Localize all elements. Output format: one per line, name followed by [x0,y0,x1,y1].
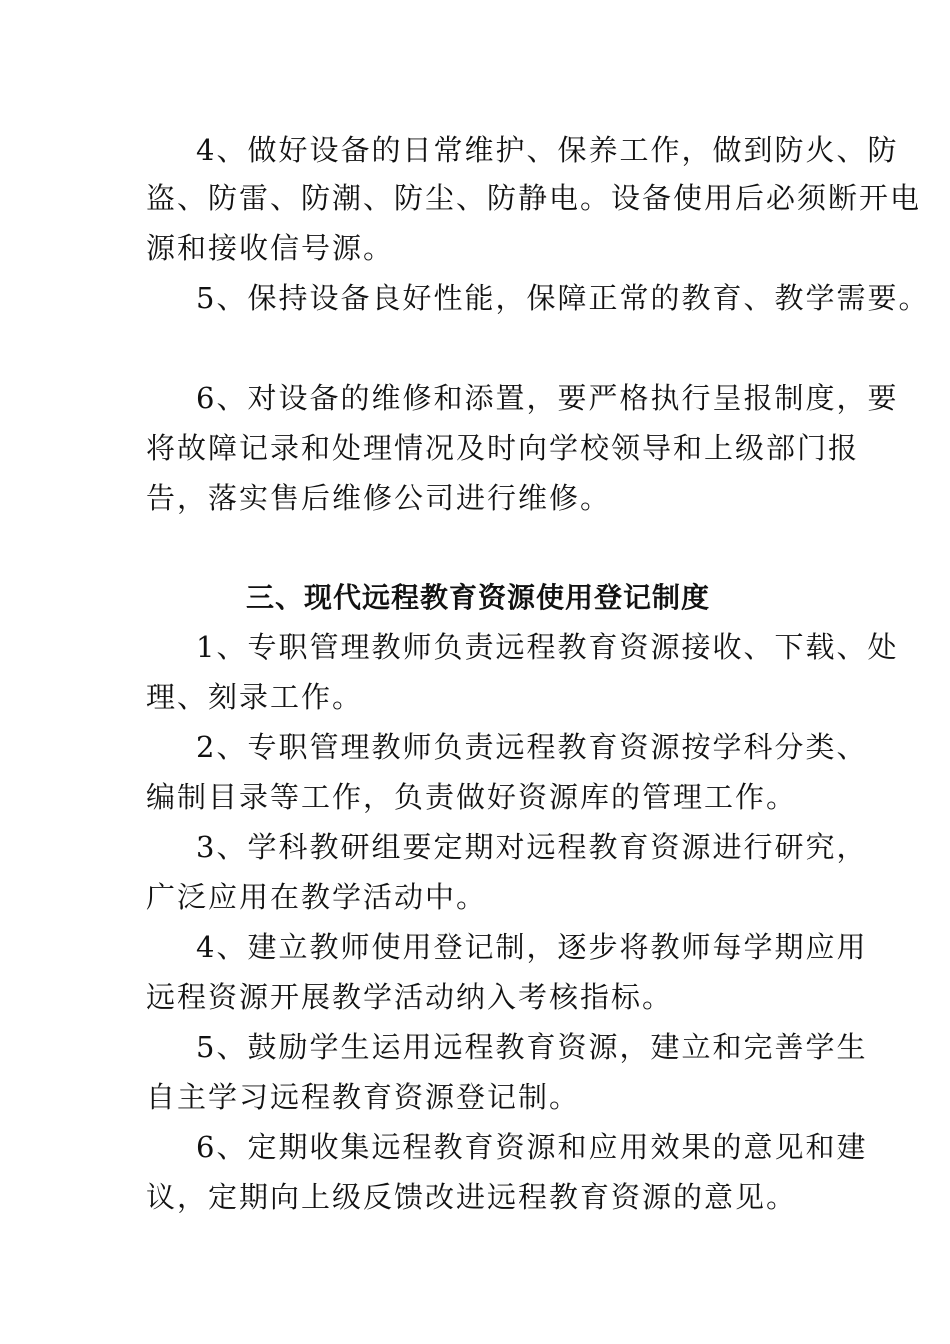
paragraph-line: 自主学习远程教育资源登记制。 [146,1080,581,1114]
paragraph-line: 盗、防雷、防潮、防尘、防静电。设备使用后必须断开电 [146,181,922,215]
paragraph-line: 6、定期收集远程教育资源和应用效果的意见和建 [196,1130,868,1164]
paragraph-line: 3、学科教研组要定期对远程教育资源进行研究， [196,830,868,864]
paragraph-line: 源和接收信号源。 [146,231,395,265]
paragraph-line: 议，定期向上级反馈改进远程教育资源的意见。 [146,1180,798,1214]
paragraph-line: 4、做好设备的日常维护、保养工作，做到防火、防 [196,133,899,167]
paragraph-line: 理、刻录工作。 [146,680,364,714]
paragraph-line: 4、建立教师使用登记制，逐步将教师每学期应用 [196,930,868,964]
paragraph-line: 5、保持设备良好性能，保障正常的教育、教学需要。 [196,281,930,315]
paragraph-line: 远程资源开展教学活动纳入考核指标。 [146,980,674,1014]
paragraph-line: 6、对设备的维修和添置，要严格执行呈报制度，要 [196,381,899,415]
paragraph-line: 2、专职管理教师负责远程教育资源按学科分类、 [196,730,868,764]
paragraph-line: 广泛应用在教学活动中。 [146,880,488,914]
paragraph-line: 将故障记录和处理情况及时向学校领导和上级部门报 [146,431,860,465]
paragraph-line: 5、鼓励学生运用远程教育资源，建立和完善学生 [196,1030,868,1064]
paragraph-line: 告，落实售后维修公司进行维修。 [146,481,612,515]
section-heading: 三、现代远程教育资源使用登记制度 [246,581,711,614]
paragraph-line: 1、专职管理教师负责远程教育资源接收、下载、处 [196,630,899,664]
paragraph-line: 编制目录等工作，负责做好资源库的管理工作。 [146,780,798,814]
